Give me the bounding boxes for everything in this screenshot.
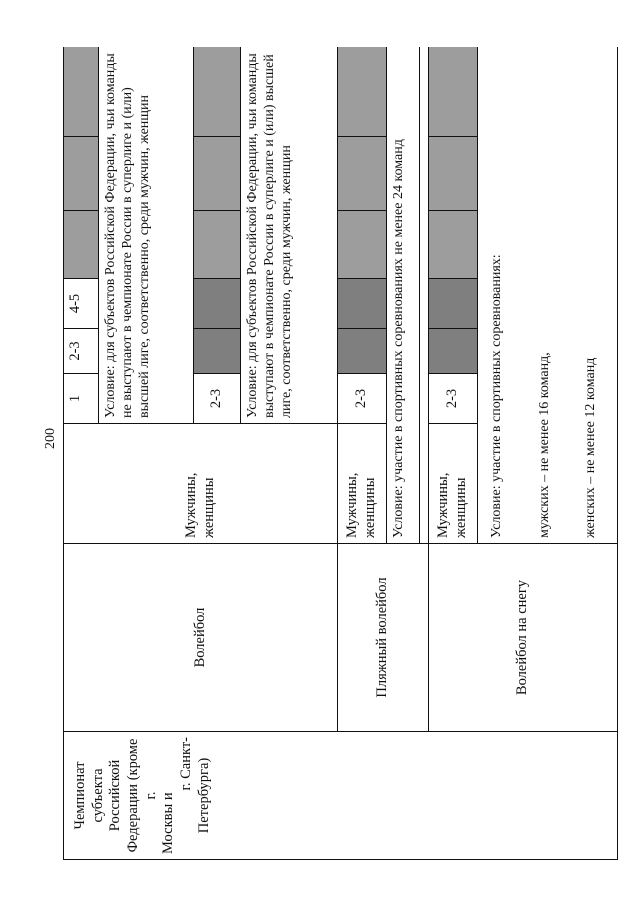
shaded-cell (429, 47, 478, 137)
shaded-cell (194, 211, 241, 279)
rank-header-4-5: 4-5 (64, 279, 99, 329)
championship-cell (64, 732, 618, 860)
championship-line: Российской (107, 759, 124, 832)
shaded-cell (64, 137, 99, 211)
table-row (64, 47, 99, 860)
sport-snow-volleyball: Волейбол на снегу (429, 544, 618, 732)
ranks-table (63, 47, 618, 860)
championship-line: Чемпионат субъекта (72, 761, 106, 830)
page-number: 200 (43, 428, 58, 449)
shaded-cell (429, 137, 478, 211)
shaded-cell (338, 329, 387, 374)
shaded-cell (194, 137, 241, 211)
condition-snow-men: мужских – не менее 16 команд, (524, 47, 573, 544)
rank-snow-volleyball: 2-3 (429, 374, 478, 424)
spacer-cell (420, 47, 429, 544)
condition-volleyball-bottom: Условие: для субъектов Российской Федерации, чьи команды выступают в чемпионате России в суперлиге и (или) высшей лиге, соответственно, среди мужчин, женщин (241, 47, 338, 424)
groups-beach-volleyball: Мужчины, женщины (338, 424, 387, 544)
rank-volleyball: 2-3 (194, 374, 241, 424)
championship-line: Петербурга) (195, 757, 212, 834)
shaded-cell (338, 211, 387, 279)
condition-beach-volleyball: Условие: участие в спортивных соревнованиях не менее 24 команд (387, 47, 420, 544)
sport-volleyball: Волейбол (64, 544, 338, 732)
shaded-cell (64, 47, 99, 137)
shaded-cell (338, 137, 387, 211)
condition-snow-title: Условие: участие в спортивных соревнованиях: (478, 47, 525, 544)
table-viewport (63, 47, 618, 860)
groups-snow-volleyball: Мужчины, женщины (429, 424, 478, 544)
rank-header-2-3: 2-3 (64, 329, 99, 374)
championship-line: Федерации (кроме г. (125, 738, 159, 853)
shaded-cell (194, 279, 241, 329)
shaded-cell (338, 47, 387, 137)
condition-volleyball-top: Условие: для субъектов Российской Федерации, чьи команды не выступают в чемпионате России в суперлиге и (или) высшей лиге, соответственно, среди мужчин, женщин (99, 47, 194, 424)
shaded-cell (64, 211, 99, 279)
shaded-cell (429, 279, 478, 329)
shaded-cell (429, 211, 478, 279)
condition-snow-women: женских – не менее 12 команд (574, 47, 618, 544)
shaded-cell (429, 329, 478, 374)
rank-beach-volleyball: 2-3 (338, 374, 387, 424)
rotated-page (63, 47, 618, 860)
championship-line: Москвы и (160, 792, 177, 854)
sport-beach-volleyball: Пляжный волейбол (338, 544, 429, 732)
shaded-cell (194, 47, 241, 137)
championship-line: г. Санкт- (178, 737, 195, 791)
rank-header-1: 1 (64, 374, 99, 424)
shaded-cell (338, 279, 387, 329)
groups-volleyball: Мужчины, женщины (64, 424, 338, 544)
shaded-cell (194, 329, 241, 374)
